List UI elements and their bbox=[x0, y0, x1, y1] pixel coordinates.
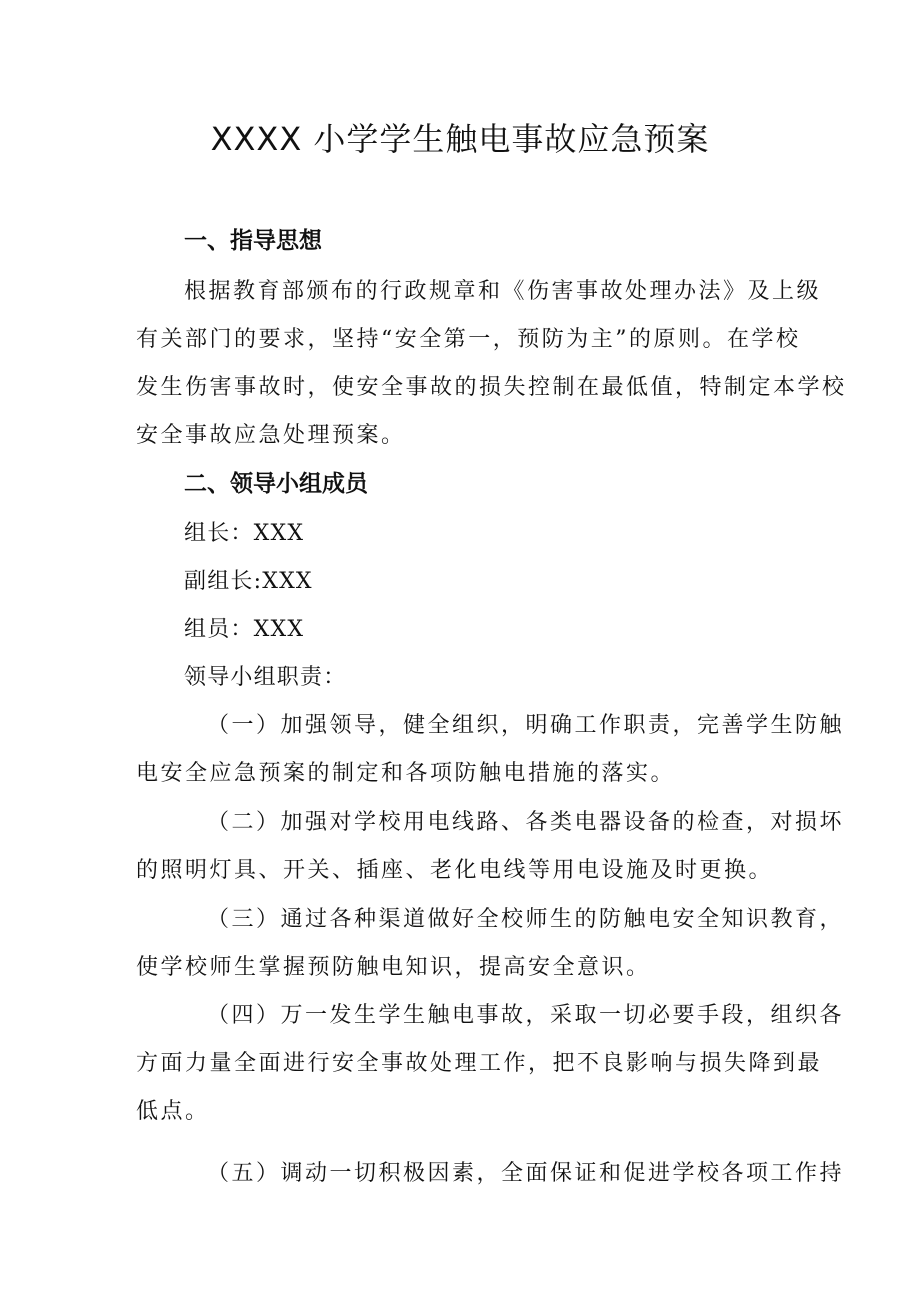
duty-item-line: 电安全应急预案的制定和各项防触电措施的落实。 bbox=[136, 761, 676, 786]
duty-item-line: 低点。 bbox=[136, 1099, 210, 1124]
paragraph-line: 有关部门的要求，坚持“安全第一，预防为主”的原则。在学校 bbox=[136, 327, 801, 352]
duty-item-line: （四）万一发生学生触电事故，采取一切必要手段，组织各 bbox=[207, 1003, 845, 1028]
paragraph-line: 发生伤害事故时，使安全事故的损失控制在最低值，特制定本学校 bbox=[136, 375, 847, 400]
duty-item-line: （三）通过各种渠道做好全校师生的防触电安全知识教育， bbox=[207, 907, 845, 932]
paragraph-line: 安全事故应急处理预案。 bbox=[136, 423, 406, 448]
section-heading-guiding-ideology: 一、指导思想 bbox=[184, 228, 322, 254]
duty-item-line: （五）调动一切积极因素，全面保证和促进学校各项工作持 bbox=[207, 1161, 845, 1186]
member-leader: 组长：XXX bbox=[184, 521, 305, 546]
document-title: XXXX 小学学生触电事故应急预案 bbox=[210, 120, 710, 158]
paragraph-line: 根据教育部颁布的行政规章和《伤害事故处理办法》及上级 bbox=[184, 279, 822, 304]
duty-item-line: （二）加强对学校用电线路、各类电器设备的检查，对损坏 bbox=[207, 810, 845, 835]
duty-item-line: 方面力量全面进行安全事故处理工作，把不良影响与损失降到最 bbox=[136, 1051, 823, 1076]
section-heading-leadership-group: 二、领导小组成员 bbox=[184, 471, 368, 497]
member-members: 组员：XXX bbox=[184, 617, 305, 642]
duty-item-line: 使学校师生掌握预防触电知识，提高安全意识。 bbox=[136, 955, 651, 980]
duty-item-line: 的照明灯具、开关、插座、老化电线等用电设施及时更换。 bbox=[136, 858, 774, 883]
duties-label: 领导小组职责： bbox=[184, 665, 347, 690]
duty-item-line: （一）加强领导，健全组织，明确工作职责，完善学生防触 bbox=[207, 713, 845, 738]
member-deputy-leader: 副组长:XXX bbox=[184, 569, 313, 594]
